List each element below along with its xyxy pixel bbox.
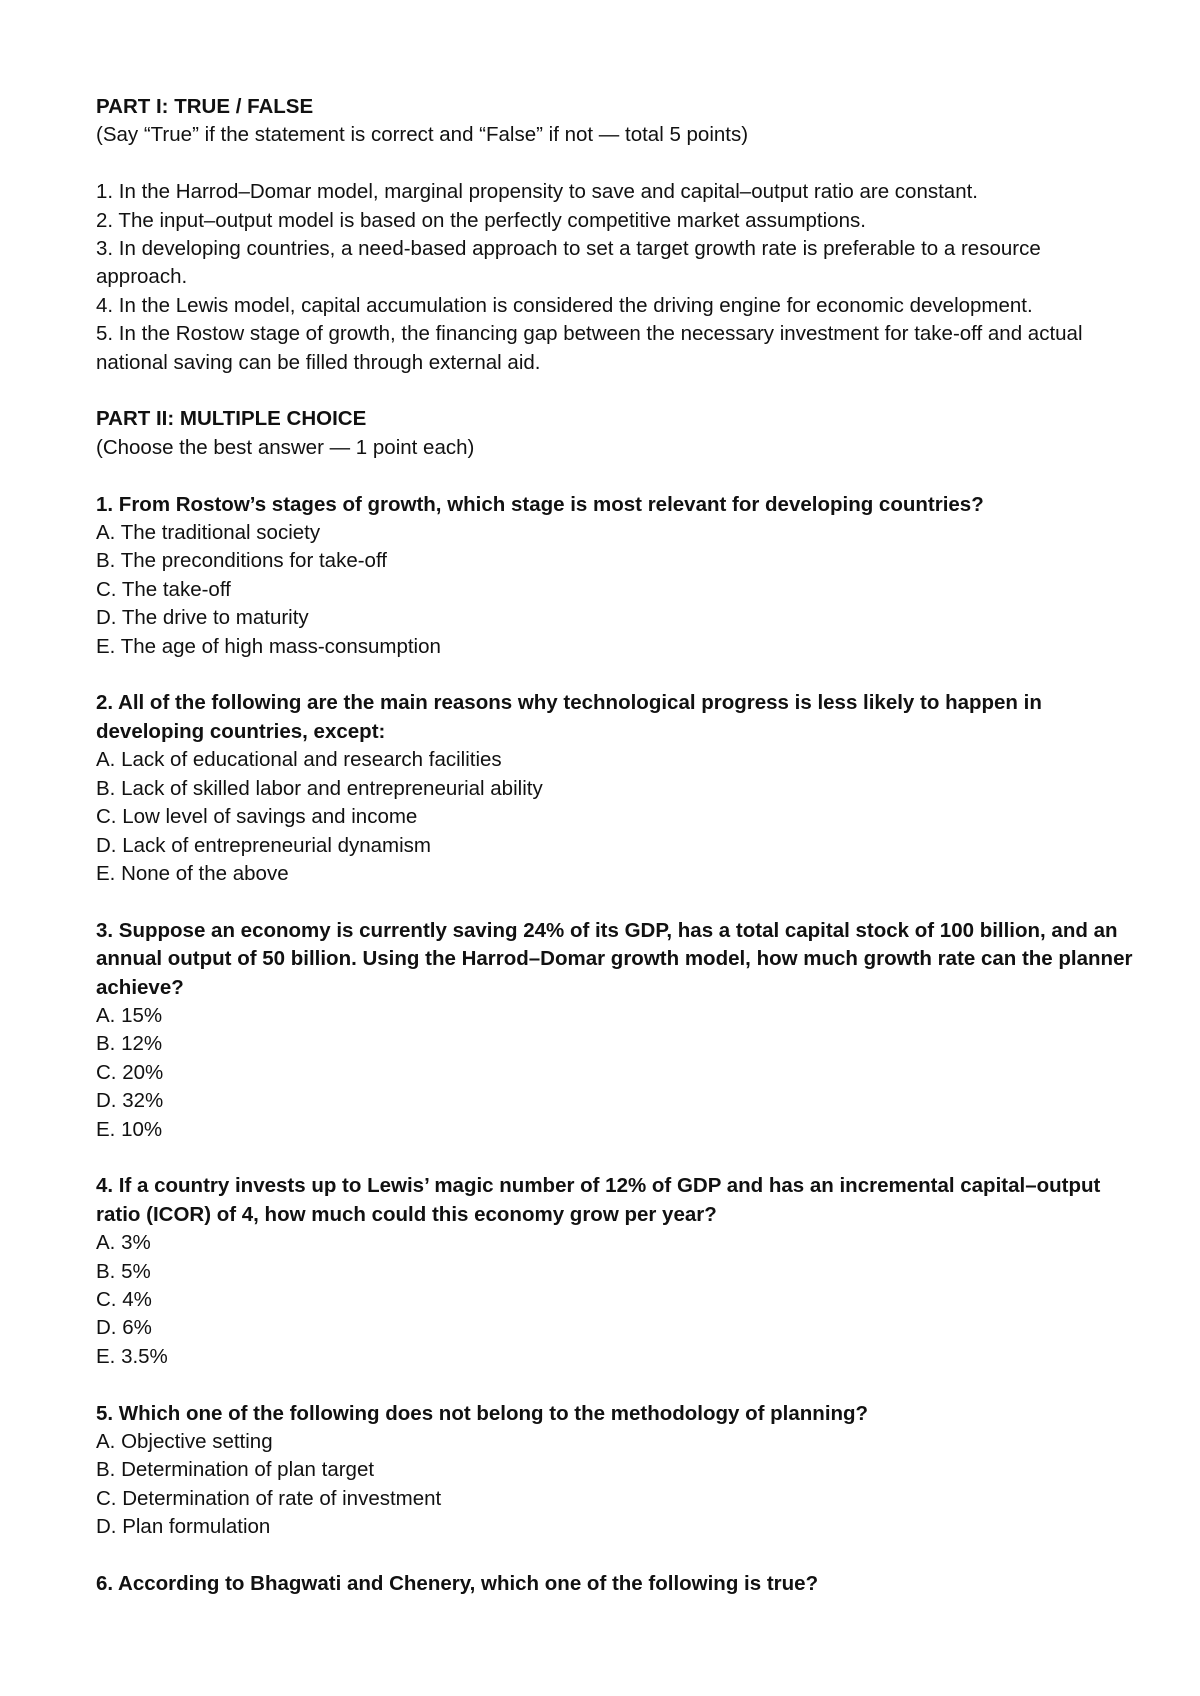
answer-option: C. The take-off [96, 577, 231, 601]
answer-option: E. 10% [96, 1117, 163, 1141]
spacer [96, 888, 1136, 916]
answer-option: E. None of the above [96, 861, 289, 885]
answer-option: B. Determination of plan target [96, 1458, 375, 1482]
answer-option: D. Plan formulation [96, 1515, 271, 1539]
spacer [96, 661, 1136, 689]
part-one-section [96, 93, 1136, 377]
question-text: 2. All of the following are the main reasons why technological progress is less likely to happen in developing countries, except: [96, 691, 1048, 743]
spacer [96, 1144, 1136, 1172]
true-false-item-3: 3. In developing countries, a need-based approach to set a target growth rate is preferable to a resource approach. [96, 237, 1047, 289]
question-5 [96, 1400, 1136, 1542]
answer-option: D. The drive to maturity [96, 606, 309, 630]
question-3 [96, 917, 1139, 1144]
spacer [96, 1371, 1136, 1399]
spacer [96, 1542, 1136, 1570]
answer-option: D. Lack of entrepreneurial dynamism [96, 833, 431, 857]
part-two-instructions: (Choose the best answer — 1 point each) [96, 435, 475, 459]
part-two-section [96, 405, 1139, 1598]
true-false-item-5: 5. In the Rostow stage of growth, the financing gap between the necessary investment for take-off and actual national saving can be filled through external aid. [96, 322, 1089, 374]
answer-option: A. 3% [96, 1231, 151, 1255]
answer-option: D. 32% [96, 1089, 164, 1113]
answer-option: B. The preconditions for take-off [96, 549, 387, 573]
answer-option: B. 5% [96, 1259, 151, 1283]
answer-option: B. Lack of skilled labor and entrepreneurial ability [96, 776, 543, 800]
question-text: 1. From Rostow’s stages of growth, which stage is most relevant for developing countries? [96, 492, 984, 516]
true-false-item-4: 4. In the Lewis model, capital accumulation is considered the driving engine for economic development. [96, 293, 1033, 317]
question-text: 5. Which one of the following does not belong to the methodology of planning? [96, 1401, 869, 1425]
question-1 [96, 491, 1136, 661]
question-6 [96, 1570, 1136, 1598]
true-false-item-1: 1. In the Harrod–Domar model, marginal propensity to save and capital–output ratio are constant. [96, 180, 978, 204]
document-page [96, 93, 1139, 1598]
part-two-title: PART II: MULTIPLE CHOICE [96, 407, 367, 431]
question-text: 6. According to Bhagwati and Chenery, which one of the following is true? [96, 1572, 819, 1595]
spacer [96, 462, 1136, 490]
spacer [96, 150, 1136, 178]
true-false-item-2: 2. The input–output model is based on the perfectly competitive market assumptions. [96, 208, 866, 232]
answer-option: E. 3.5% [96, 1344, 168, 1368]
question-text: 4. If a country invests up to Lewis’ magic number of 12% of GDP and has an incremental capital–output ratio (ICOR) of 4, how much could this economy grow per year? [96, 1174, 1107, 1226]
spacer [96, 377, 1136, 405]
answer-option: A. Objective setting [96, 1429, 273, 1453]
answer-option: C. 4% [96, 1287, 152, 1311]
answer-option: D. 6% [96, 1316, 152, 1340]
question-4 [96, 1172, 1136, 1371]
answer-option: C. 20% [96, 1060, 164, 1084]
question-text: 3. Suppose an economy is currently saving 24% of its GDP, has a total capital stock of 100 billion, and an annual output of 50 billion. Using the Harrod–Domar growth model, how much growth rate can the planner achieve? [96, 918, 1139, 999]
answer-option: E. The age of high mass-consumption [96, 634, 441, 658]
answer-option: B. 12% [96, 1032, 163, 1056]
part-one-title: PART I: TRUE / FALSE [96, 95, 314, 118]
answer-option: A. Lack of educational and research facilities [96, 748, 502, 772]
answer-option: C. Determination of rate of investment [96, 1486, 442, 1510]
part-one-instructions: (Say “True” if the statement is correct and “False” if not — total 5 points) [96, 123, 749, 147]
question-2 [96, 689, 1136, 888]
answer-option: A. 15% [96, 1003, 163, 1027]
answer-option: C. Low level of savings and income [96, 805, 418, 829]
answer-option: A. The traditional society [96, 521, 321, 545]
